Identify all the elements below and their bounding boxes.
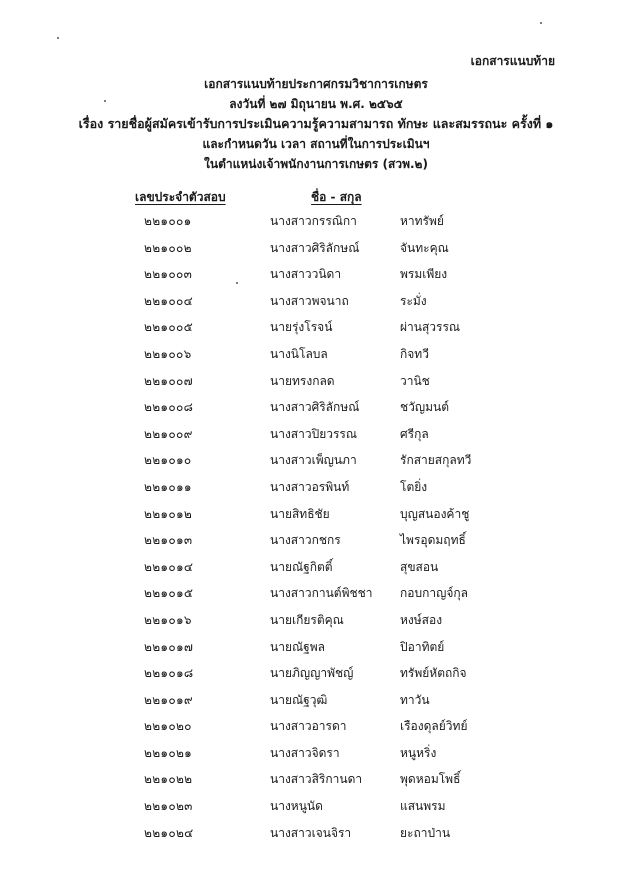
applicant-row [0, 611, 632, 638]
applicant-row [0, 691, 632, 718]
applicant-row [0, 770, 632, 797]
title-line-3: เรื่อง รายชื่อผู้สมัครเข้ารับการประเมินความรู้ความสามารถ ทักษะ และสมรรถนะ ครั้งที่ ๑ [78, 116, 554, 131]
applicant-row [0, 505, 632, 532]
exam-id: ๒๒๑๐๑๗ [144, 639, 194, 654]
applicant-last-name: พุดหอมโพธิ์ [400, 772, 461, 787]
applicant-last-name: วานิช [400, 373, 430, 388]
applicant-last-name: กิจทวี [400, 346, 429, 361]
applicant-last-name: บุญสนองค้าชู [400, 506, 470, 521]
applicant-first-name: นางสาวอรพินท์ [270, 479, 350, 494]
applicant-first-name: นางสาวศิริลักษณ์ [270, 240, 360, 255]
applicant-last-name: หงษ์สอง [400, 612, 443, 627]
applicant-last-name: ทรัพย์หัตถกิจ [400, 666, 467, 681]
applicant-last-name: ไพรอุดมฤทธิ์ [400, 533, 466, 548]
applicant-last-name: สุขสอน [400, 559, 439, 574]
applicant-first-name: นายรุ่งโรจน์ [270, 320, 333, 335]
column-headers [0, 188, 632, 208]
exam-id: ๒๒๑๐๐๕ [144, 320, 193, 335]
exam-id: ๒๒๑๐๐๙ [144, 426, 193, 441]
applicant-row [0, 239, 632, 266]
applicant-first-name: นายทรงกลด [270, 373, 335, 388]
applicant-first-name: นายณัฐพล [270, 639, 325, 654]
scan-speck [57, 37, 59, 39]
applicant-last-name: พรมเพียง [400, 267, 448, 282]
applicant-first-name: นางนิโลบล [270, 346, 328, 361]
title-line-1: เอกสารแนบท้ายประกาศกรมวิชาการเกษตร [204, 77, 428, 91]
scan-speck [104, 100, 106, 102]
exam-id: ๒๒๑๐๐๑ [144, 214, 192, 228]
applicant-row [0, 318, 632, 345]
applicant-first-name: นางสาวปิยวรรณ [270, 426, 358, 441]
applicant-row [0, 664, 632, 691]
exam-id: ๒๒๑๐๐๒ [144, 240, 192, 255]
applicant-first-name: นางสาวพจนาถ [270, 293, 349, 308]
applicant-first-name: นายณัฐวุฒิ [270, 692, 328, 707]
applicant-last-name: แสนพรม [400, 799, 446, 814]
exam-id-header: เลขประจำตัวสอบ [135, 190, 226, 204]
exam-id: ๒๒๑๐๐๔ [144, 293, 193, 308]
applicant-last-name: ระมั่ง [400, 293, 427, 308]
applicant-first-name: นายภิญญาพัชญ์ [270, 666, 354, 681]
applicant-first-name: นายเกียรติคุณ [270, 612, 344, 627]
applicant-last-name: ชวัญมนต์ [400, 400, 450, 415]
applicant-row [0, 451, 632, 478]
applicant-row [0, 717, 632, 744]
applicant-last-name: เรืองดุลย์วิทย์ [400, 719, 468, 734]
exam-id: ๒๒๑๐๑๔ [144, 559, 194, 574]
applicant-row [0, 584, 632, 611]
scan-speck [540, 22, 542, 24]
exam-id: ๒๒๑๐๐๗ [144, 373, 193, 388]
applicant-list [0, 212, 632, 850]
applicant-row [0, 292, 632, 319]
exam-id: ๒๒๑๐๐๖ [144, 346, 192, 361]
exam-id: ๒๒๑๐๒๔ [144, 825, 194, 840]
applicant-first-name: นายสิทธิชัย [270, 506, 330, 521]
scan-speck [236, 282, 238, 284]
exam-id: ๒๒๑๐๑๒ [144, 506, 193, 521]
applicant-row [0, 398, 632, 425]
applicant-first-name: นางหนูนัด [270, 799, 323, 814]
applicant-first-name: นางสาวกชกร [270, 533, 341, 548]
exam-id: ๒๒๑๐๒๑ [144, 745, 193, 760]
exam-id: ๒๒๑๐๐๓ [144, 267, 193, 282]
title-block [0, 74, 632, 174]
applicant-first-name: นางสาวกรรณิกา [270, 214, 357, 228]
applicant-first-name: นางสาวจิดรา [270, 745, 340, 760]
applicant-first-name: นายณัฐกิตติ์ [270, 559, 333, 574]
exam-id: ๒๒๑๐๒๒ [144, 772, 193, 787]
exam-id: ๒๒๑๐๑๓ [144, 533, 193, 548]
title-line-4: และกำหนดวัน เวลา สถานที่ในการประเมินฯ [202, 137, 430, 151]
applicant-row [0, 478, 632, 505]
applicant-row [0, 744, 632, 771]
applicant-row [0, 558, 632, 585]
applicant-last-name: หาทรัพย์ [400, 214, 444, 228]
applicant-first-name: นางสาวศิริลักษณ์ [270, 400, 360, 415]
applicant-last-name: จันทะคุณ [400, 240, 449, 255]
applicant-last-name: ผ่านสุวรรณ [400, 320, 461, 335]
applicant-last-name: โตยิ่ง [400, 479, 428, 494]
exam-id: ๒๒๑๐๑๙ [144, 692, 193, 707]
exam-id: ๒๒๑๐๑๐ [144, 453, 192, 468]
exam-id: ๒๒๑๐๑๖ [144, 612, 192, 627]
applicant-last-name: รักสายสกุลทวี [400, 453, 472, 468]
applicant-row [0, 265, 632, 292]
applicant-first-name: นางสาวกานต์พิชชา [270, 586, 373, 601]
applicant-last-name: หนูหริ่ง [400, 745, 437, 760]
applicant-first-name: นางสาวเพ็ญนภา [270, 453, 357, 468]
exam-id: ๒๒๑๐๒๓ [144, 799, 193, 814]
applicant-row [0, 531, 632, 558]
exam-id: ๒๒๑๐๑๑ [144, 479, 192, 494]
applicant-row [0, 345, 632, 372]
applicant-first-name: นางสาววนิดา [270, 267, 342, 282]
applicant-row [0, 824, 632, 851]
applicant-row [0, 425, 632, 452]
applicant-last-name: ศรีกุล [400, 426, 429, 441]
applicant-last-name: ปิอาทิตย์ [400, 639, 445, 654]
applicant-first-name: นางสาวเจนจิรา [270, 825, 352, 840]
applicant-last-name: กอบกาญจ์กุล [400, 586, 468, 601]
name-header: ชื่อ - สกุล [311, 190, 362, 204]
exam-id: ๒๒๑๐๐๘ [144, 400, 194, 415]
applicant-row [0, 372, 632, 399]
applicant-row [0, 638, 632, 665]
exam-id: ๒๒๑๐๑๘ [144, 666, 194, 681]
applicant-first-name: นางสาวสิริกานดา [270, 772, 363, 787]
applicant-row [0, 212, 632, 239]
applicant-row [0, 797, 632, 824]
title-line-5: ในตำแหน่งเจ้าพนักงานการเกษตร (สวพ.๒) [204, 157, 428, 171]
applicant-last-name: ยะถาป่าน [400, 825, 451, 840]
exam-id: ๒๒๑๐๒๐ [144, 719, 192, 734]
applicant-last-name: ทาวัน [400, 692, 430, 707]
annex-label: เอกสารแนบท้าย [470, 54, 555, 68]
title-line-2: ลงวันที่ ๒๗ มิถุนายน พ.ศ. ๒๕๖๕ [229, 97, 403, 111]
applicant-first-name: นางสาวอารดา [270, 719, 347, 734]
exam-id: ๒๒๑๐๑๕ [144, 586, 194, 601]
